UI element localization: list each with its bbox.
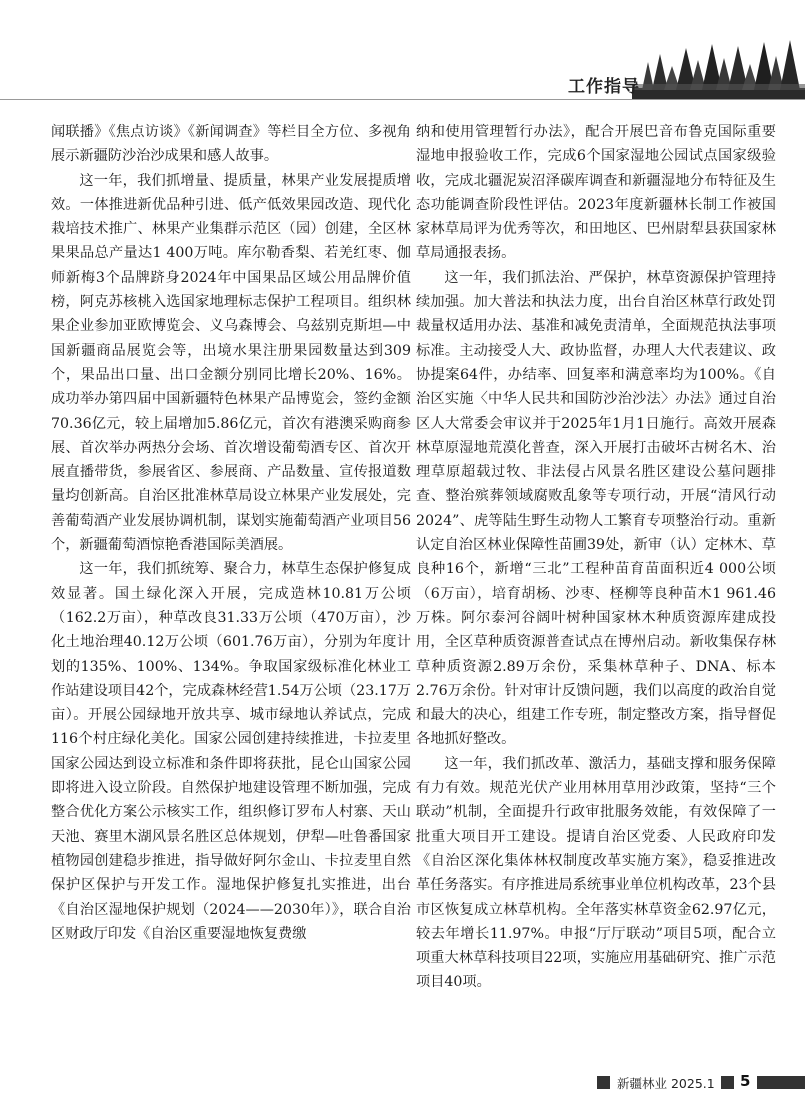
footer-square-icon <box>597 1076 610 1089</box>
header-divider <box>0 99 805 100</box>
paragraph: 这一年，我们抓法治、严保护，林草资源保护管理持续加强。加大普法和执法力度，出台自治区林草行政处罚裁量权适用办法、基准和减免责清单，全面规范执法事项标准。主动接受人大、政协监督，办理人大代表建议、政协提案64件，办结率、回复率和满意率均为100%。《自治区实施〈中华人民共和国防沙治沙法〉办法》通过自治区人大常委会审议并于2025年1月1日施行。高效开展森林草原湿地荒漠化普查，深入开展打击破坏古树名木、治理草原超载过牧、非法侵占风景名胜区建设公墓问题排查、整治殡葬领域腐败乱象等专项行动，开展“清风行动2024”、虎等陆生野生动物人工繁育专项整治行动。重新认定自治区林业保障性苗圃39处，新审（认）定林木、草良种16个，新增“三北”工程种苗育苗面积近4 000公顷（6万亩），培育胡杨、沙枣、柽柳等良种苗木1 961.46万株。阿尔泰河谷阔叶树种国家林木种质资源库建成投用，全区草种质资源普查试点在博州启动。新收集保存林草种质资源2.89万余份，采集林草种子、DNA、标本2.76万余份。针对审计反馈问题，我们以高度的政治自觉和最大的决心，组建工作专班，制定整改方案，指导督促各地抓好整改。 <box>416 269 776 748</box>
tree-logo-icon <box>632 40 805 100</box>
page-number: 5 <box>740 1072 751 1090</box>
section-title: 工作指导 <box>568 77 640 97</box>
paragraph: 纳和使用管理暂行办法》，配合开展巴音布鲁克国际重要湿地申报验收工作，完成6个国家湿地公园试点国家级验收，完成北疆泥炭沼泽碳库调查和新疆湿地分布特征及生态功能调查阶段性评估。2023年度新疆林长制工作被国家林草局评为优秀等次，和田地区、巴州尉犁县获国家林草局通报表扬。 <box>416 124 776 262</box>
paragraph: 这一年，我们抓增量、提质量，林果产业发展提质增效。一体推进新优品种引进、低产低效果园改造、现代化栽培技术推广、林果产业集群示范区（园）创建，全区林果果品总产量达1 400万吨。库尔勒香梨、若羌红枣、伽师新梅3个品牌跻身2024年中国果品区域公用品牌价值榜，阿克苏核桃入选国家地理标志保护工程项目。组织林果企业参加亚欧博览会、义乌森博会、乌兹别克斯坦—中国新疆商品展览会等，出境水果注册果园数量达到309个，果品出口量、出口金额分别同比增长20%、16%。成功举办第四届中国新疆特色林果产品博览会，签约金额70.36亿元，较上届增加5.86亿元，首次有港澳采购商参展、首次举办两热分会场、首次增设葡萄酒专区、首次开展直播带货，参展省区、参展商、产品数量、宣传报道数量均创新高。自治区批准林草局设立林果产业发展处，完善葡萄酒产业发展协调机制，谋划实施葡萄酒产业项目56个，新疆葡萄酒惊艳香港国际美酒展。 <box>51 172 411 554</box>
footer-bar <box>757 1076 805 1089</box>
right-column <box>416 120 776 995</box>
page-footer <box>597 1072 805 1096</box>
footer-square-icon <box>721 1076 734 1089</box>
paragraph: 这一年，我们抓改革、激活力，基础支撑和服务保障有力有效。规范光伏产业用林用草用沙政策，坚持“三个联动”机制，全面提升行政审批服务效能，有效保障了一批重大项目开工建设。提请自治区党委、人民政府印发《自治区深化集体林权制度改革实施方案》，稳妥推进改革任务落实。有序推进局系统事业单位机构改革，23个县市区恢复成立林草机构。全年落实林草资金62.97亿元，较去年增长11.97%。申报“厅厅联动”项目5项，配合立项重大林草科技项目22项，实施应用基础研究、推广示范项目40项。 <box>416 755 776 991</box>
paragraph: 这一年，我们抓统筹、聚合力，林草生态保护修复成效显著。国土绿化深入开展，完成造林10.81万公顷（162.2万亩），种草改良31.33万公顷（470万亩），沙化土地治理40.12万公顷（601.76万亩），分别为年度计划的135%、100%、134%。争取国家级标准化林业工作站建设项目42个，完成森林经营1.54万公顷（23.17万亩）。开展公园绿地开放共享、城市绿地认养试点，完成116个村庄绿化美化。国家公园创建持续推进，卡拉麦里国家公园达到设立标准和条件即将获批，昆仑山国家公园即将进入设立阶段。自然保护地建设管理不断加强，完成整合优化方案公示核实工作，组织修订罗布人村寨、天山天池、赛里木湖风景名胜区总体规划，伊犁—吐鲁番国家植物园创建稳步推进，指导做好阿尔金山、卡拉麦里自然保护区保护与开发工作。湿地保护修复扎实推进，出台《自治区湿地保护规划（2024——2030年）》，联合自治区财政厅印发《自治区重要湿地恢复费缴 <box>51 561 411 942</box>
left-column <box>51 120 411 946</box>
journal-name: 新疆林业 2025.1 <box>617 1076 715 1091</box>
page-header <box>0 0 805 100</box>
paragraph: 闻联播》《焦点访谈》《新闻调查》等栏目全方位、多视角展示新疆防沙治沙成果和感人故事。 <box>51 124 411 165</box>
